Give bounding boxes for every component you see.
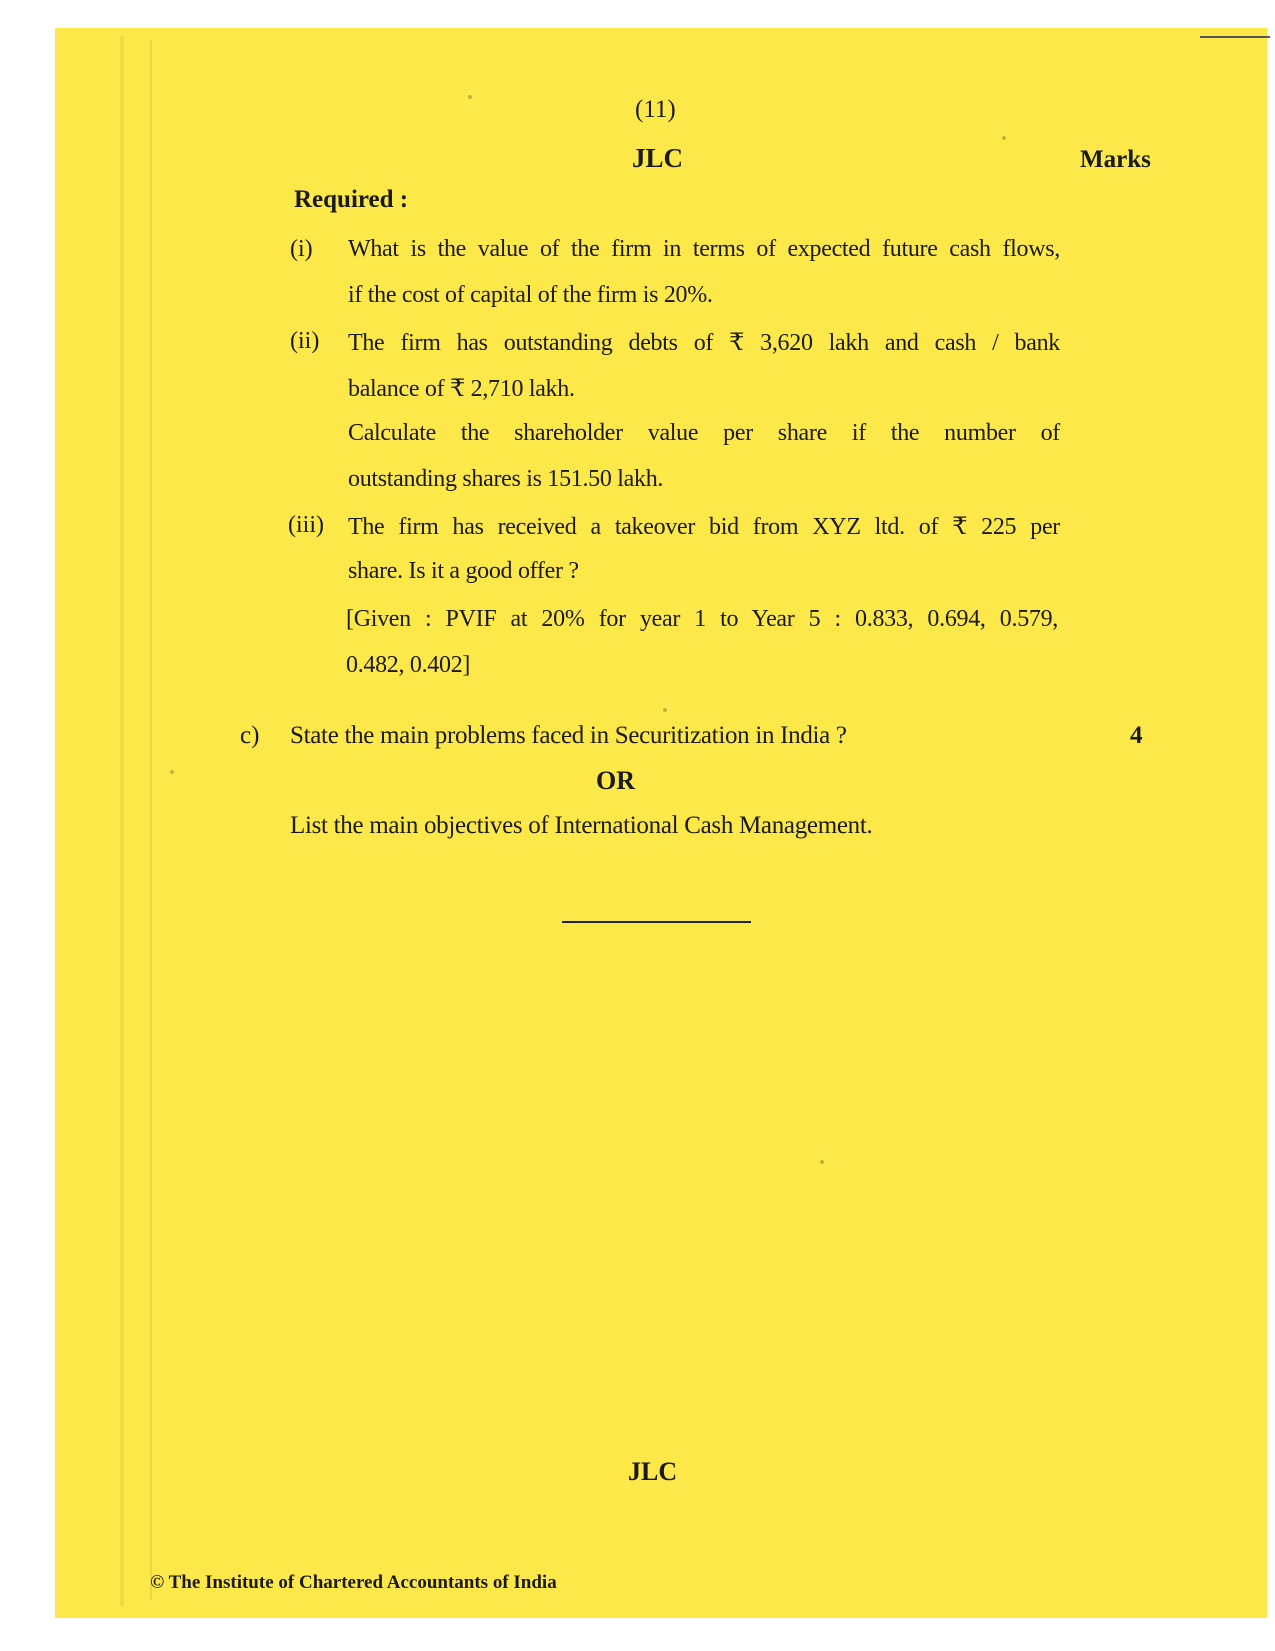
question-c-marks: 4 [1130, 722, 1143, 749]
sheet-edge [150, 40, 152, 1600]
item-label-ii: (ii) [290, 328, 320, 354]
item-iii-line-1: The firm has received a takeover bid from XYZ ltd. of ₹ 225 per [348, 514, 1060, 540]
item-iii-line-2: share. Is it a good offer ? [348, 558, 579, 584]
item-ii-line-2: balance of ₹ 2,710 lakh. [348, 376, 575, 402]
scan-speck [820, 1160, 824, 1164]
paper-code-bottom: JLC [628, 1457, 678, 1486]
or-separator: OR [596, 766, 635, 795]
item-iii-line-4: 0.482, 0.402] [346, 652, 471, 678]
item-i-line-2: if the cost of capital of the firm is 20%. [348, 282, 713, 308]
end-of-question-rule [562, 921, 751, 923]
item-i-line-1: What is the value of the firm in terms of expected future cash flows, [348, 236, 1060, 262]
required-heading: Required : [294, 186, 409, 213]
item-ii-line-3: Calculate the shareholder value per share if the number of [348, 420, 1060, 446]
sheet-edge [120, 36, 124, 1606]
item-ii-line-4: outstanding shares is 151.50 lakh. [348, 466, 664, 492]
page-number: (11) [635, 96, 676, 123]
scan-speck [170, 770, 174, 774]
question-c-label: c) [240, 722, 260, 749]
question-c-alternative: List the main objectives of International Cash Management. [290, 812, 873, 839]
question-c-text: State the main problems faced in Securitization in India ? [290, 722, 847, 749]
paper-code-top: JLC [632, 143, 684, 173]
item-label-iii: (iii) [288, 512, 324, 538]
scan-speck [663, 708, 667, 712]
item-label-i: (i) [290, 236, 313, 262]
item-iii-line-3: [Given : PVIF at 20% for year 1 to Year 5 : 0.833, 0.694, 0.579, [346, 606, 1058, 632]
item-ii-line-1: The firm has outstanding debts of ₹ 3,620 lakh and cash / bank [348, 330, 1060, 356]
scan-speck [1002, 136, 1006, 140]
marks-heading: Marks [1080, 146, 1151, 173]
top-rule [1200, 36, 1270, 38]
copyright-notice: © The Institute of Chartered Accountants of India [150, 1572, 557, 1593]
scan-speck [468, 95, 472, 99]
